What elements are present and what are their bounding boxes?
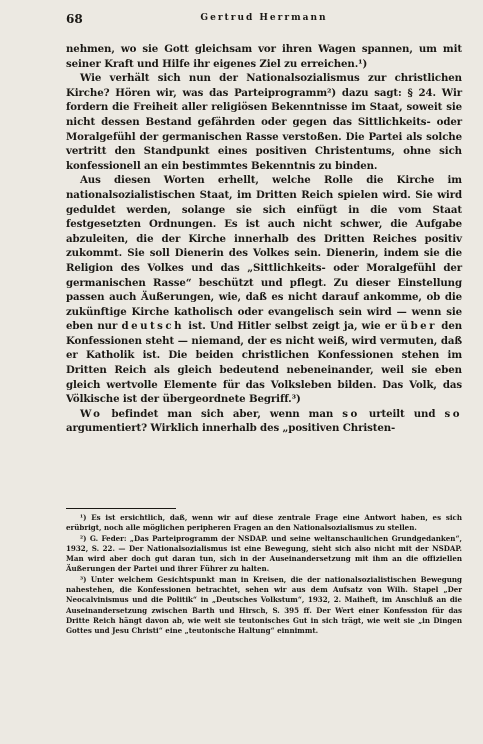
text-run: den Konfessionen steht — niemand, der es nicht weiß, wird vermuten, daß er Katholik ist. Die beiden christlichen Konfessionen stehen im Dritten Reich als gleich bedeutend nebeneinander, weil sie eben gleich wertvolle Elemente für das Volksleben bilden. Das Volk, das Völkische ist der übergeordnete Begriff.³) (66, 320, 463, 406)
footnote-divider (66, 508, 176, 509)
paragraph: nehmen, wo sie Gott gleichsam vor ihren Wagen spannen, um mit seiner Kraft und Hilfe ihr eigenes Ziel zu erreichen.¹) (66, 43, 462, 70)
paragraph (66, 407, 462, 436)
spaced-emphasis: Wo (80, 407, 103, 420)
page-number: 68 (66, 12, 83, 26)
spaced-emphasis: über (400, 320, 438, 333)
footnote-3: ³) Unter welchem Gesichtspunkt man in Kreisen, die der nationalsozialistischen Bewegung nahestehen, die Konfessionen betrachtet, sehen wir aus dem Aufsatz von Wilh. Stapel „Der Neocalvinismus und die Politik“ in „Deutsches Volkstum“, 1932, 2. Maiheft, im Anschluß an die Auseinandersetzung zwischen Barth und Hirsch, S. 395 ff. Der Wert einer Konfession für das Dritte Reich hängt davon ab, wie weit sie teutonisches Gut in sich trägt, wie weit sie „in Dingen Gottes und Jesu Christi“ eine „teutonische Haltung“ einnimmt. (66, 574, 462, 636)
spaced-emphasis: so (342, 407, 360, 420)
text-run: urteilt und (368, 407, 436, 420)
body-text (66, 42, 462, 436)
spaced-emphasis: so (444, 407, 462, 420)
text-run: ist. Und Hitler selbst zeigt ja, wie er (188, 320, 397, 333)
paragraph (66, 173, 462, 407)
footnotes (66, 513, 462, 637)
text-run: befindet man sich aber, wenn man (111, 407, 334, 420)
text-run: Aus diesen Worten erhellt, welche Rolle die Kirche im nationalsozialistischen Staat, im Dritten Reich spielen wird. Sie wird geduldet werden, solange sie sich einfügt in die vom Staat festgesetzten Ordnungen. Es ist auch nicht schwer, die Aufgabe abzuleiten, die der Kirche innerhalb des Dritten Reiches positiv zukommt. Sie soll Dienerin des Volkes sein. Dienerin, indem sie die Religion des Volkes und das „Sittlichkeits- oder Moralgefühl der germanischen Rasse“ beschützt und pflegt. Zu dieser Einstellung passen auch Äußerungen, wie, daß es nicht darauf ankomme, ob die zukünftige Kirche katholisch oder evangelisch sein wird — wenn sie eben nur (66, 174, 462, 333)
running-head: Gertrud Herrmann (200, 13, 328, 23)
text-run: argumentiert? Wirklich innerhalb des „positiven Christen- (66, 422, 396, 435)
footnote-2: ²) G. Feder: „Das Parteiprogramm der NSDAP. und seine weltanschaulichen Grundgedanken“, 1932, S. 22. — Der Nationalsozialismus ist eine Bewegung, sieht sich also nicht mit der NSDAP. Man wird aber doch gut daran tun, sich in der Auseinandersetzung mit ihm an die offiziellen Äußerungen der Partei und ihrer Führer zu halten. (66, 533, 462, 574)
page-header (66, 12, 462, 28)
spaced-emphasis: deutsch (121, 320, 185, 333)
paragraph: Wie verhält sich nun der Nationalsozialismus zur christlichen Kirche? Hören wir, was das Parteiprogramm²) dazu sagt: § 24. Wir fordern die Freiheit aller religiösen Bekenntnisse im Staat, soweit sie nicht dessen Bestand gefährden oder gegen das Sittlichkeits- oder Moralgefühl der germanischen Rasse verstoßen. Die Partei als solche vertritt den Standpunkt eines positiven Christentums, ohne sich konfessionell an ein bestimmtes Bekenntnis zu binden. (66, 72, 462, 172)
footnote-1: ¹) Es ist ersichtlich, daß, wenn wir auf diese zentrale Frage eine Antwort haben, es sich erübrigt, noch alle möglichen peripheren Fragen an den Nationalsozialismus zu stellen. (66, 513, 462, 533)
